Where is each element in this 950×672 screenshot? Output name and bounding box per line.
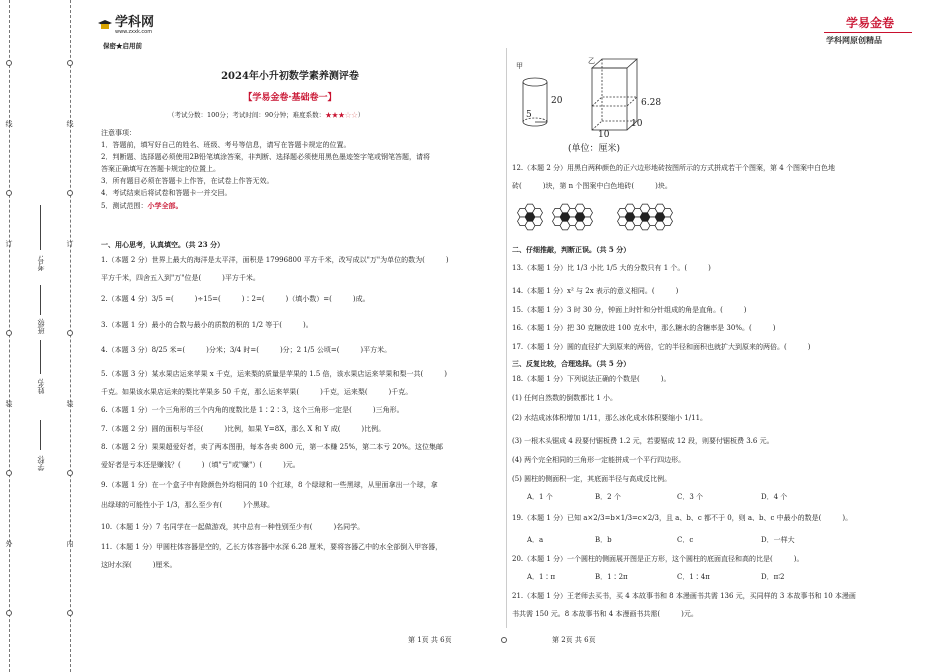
notes-item: 3．所有题目必须在答题卡上作答，在试卷上作答无效。 — [101, 177, 274, 185]
question-14: 14.（本题 1 分）x² 与 2x 表示的意义相同。( ) — [512, 287, 679, 295]
question-5: 5.（本题 3 分）某水果店运来苹果 x 千克，运来梨的质量是苹果的 1.5 倍，该水果店运来苹果和梨一共( ) — [101, 370, 448, 378]
star-empty-icon: ☆ — [344, 111, 352, 119]
question-19-option-d[interactable]: D．一样大 — [761, 536, 795, 544]
question-19: 19.（本题 1 分）已知 a×2/3=b×1/3=c×2/3，且 a、b、c 都不于 0，则 a、b、c 中最小的数是( )。 — [512, 514, 853, 522]
star-empty-icon: ☆ — [351, 111, 358, 119]
question-4: 4.（本题 3 分）8/25 米=( )分米；3/4 时=( )分；2 1/5 公顷=( )平方米。 — [101, 346, 392, 354]
brand-title: 学易金卷 — [846, 16, 895, 30]
logo — [97, 16, 154, 35]
star-filled-icon: ★ — [331, 111, 339, 119]
question-20: 20.（本题 1 分）一个圆柱的侧面展开图是正方形，这个圆柱的底面直径和高的比是( )。 — [512, 555, 804, 563]
question-1-cont: 平方千米，四舍五入到"万"位是( )平方千米。 — [101, 274, 260, 282]
question-15: 15.（本题 1 分）3 时 30 分，钟面上时针和分针组成的角是直角。( ) — [512, 306, 747, 314]
question-20-option-b[interactable]: B．1∶2π — [595, 573, 628, 581]
punch-circle — [6, 330, 12, 336]
question-19-option-b[interactable]: B．b — [595, 536, 612, 544]
question-18-option-b[interactable]: B．2 个 — [595, 493, 621, 501]
question-9: 9.（本题 1 分）在一个盒子中有除颜色外均相同的 10 个红球，8 个绿球和一些黑球，从里面拿出一个球，拿 — [101, 481, 438, 489]
figure-dim-height: 20 — [551, 96, 563, 106]
question-18-option-a[interactable]: A．1 个 — [527, 493, 553, 501]
question-2: 2.（本题 4 分）3/5 =( )÷15=( )∶2=( )（填小数）=( )成。 — [101, 295, 370, 303]
notes-heading: 注意事项： — [101, 129, 136, 137]
exam-title: 2024年小升初数学素养测评卷 — [221, 71, 359, 82]
exam-meta: （考试分数：100分；考试时间：90分钟；难度系数：★★★☆☆） — [168, 111, 365, 119]
question-12: 12.（本题 2 分）用黑白两种颜色的正六边形地砖按图所示的方式拼成若干个图案，第 4 个图案中白色地 — [512, 164, 835, 172]
punch-circle — [67, 470, 73, 476]
inner-mark-3: 装 — [66, 400, 74, 407]
figure-unit: (单位：厘米) — [568, 144, 621, 154]
notes-item: 2．判断题、选择题必须使用2B铅笔填涂答案，非判断、选择题必须使用黑色墨迹签字笔或钢笔答题，请将 — [101, 153, 431, 161]
school-field-line[interactable] — [40, 420, 41, 450]
question-20-option-a[interactable]: A．1∶π — [527, 573, 556, 581]
punch-circle — [67, 190, 73, 196]
question-18-statement: (5) 圆柱的侧面积一定，其底面半径与高成反比例。 — [512, 475, 672, 483]
punch-circle — [67, 610, 73, 616]
question-18-statement: (1) 任何自然数的倒数都比 1 小。 — [512, 394, 618, 402]
question-6: 6.（本题 1 分）一个三角形的三个内角的度数比是 1∶2∶3，这个三角形一定是( )三角形。 — [101, 406, 404, 414]
column-divider — [506, 48, 507, 628]
notes-scope: 5．测试范围：小学全部。 — [101, 201, 183, 210]
hexagon-pattern-figure — [513, 200, 693, 234]
name-field-label: 姓名: — [37, 378, 45, 395]
outer-cut-line — [9, 0, 10, 672]
figure-label-yi: 乙 — [588, 57, 595, 65]
logo-cap-icon — [97, 18, 113, 34]
section-1-heading: 一、用心思考，认真填空。（共 23 分） — [101, 240, 225, 249]
logo-url: www.zxxk.com — [115, 29, 153, 35]
exam-number-field-label: 考号: — [37, 255, 45, 272]
question-17: 17.（本题 1 分）圆的直径扩大到原来的两倍，它的半径和面积也就扩大到原来的两倍。( ) — [512, 343, 811, 351]
figure-dim-water: 6.28 — [641, 98, 662, 108]
figure-dim-radius: 5 — [526, 110, 532, 120]
inner-mark-2: 订 — [66, 240, 74, 247]
question-1: 1.（本题 2 分）世界上最大的海洋是太平洋，面积是 17996800 平方千米，改写成以"万"为单位的数为( ) — [101, 256, 449, 264]
brand-subtitle: 学科网原创精品 — [826, 36, 882, 45]
name-field-line[interactable] — [40, 340, 41, 374]
punch-circle — [6, 190, 12, 196]
secret-label: 保密★启用前 — [103, 42, 142, 50]
difficulty-stars — [325, 111, 358, 119]
question-8: 8.（本题 2 分）果果超爱好者，卖了两本图册，每本各卖 800 元，第一本赚 25%，第二本亏 20%。这位集邮 — [101, 443, 443, 451]
punch-circle — [67, 60, 73, 66]
brand-divider — [824, 32, 912, 33]
question-11-cont: 这时水深( )厘米。 — [101, 561, 177, 569]
notes-item: 答案正确填写在答题卡规定的位置上。 — [101, 165, 220, 173]
exam-number-field-line[interactable] — [40, 205, 41, 250]
question-18: 18.（本题 1 分）下列说法正确的个数是( )。 — [512, 375, 671, 383]
outer-mark-1: 线 — [5, 120, 13, 127]
question-3: 3.（本题 1 分）最小的合数与最小的质数的积的 1/2 等于( )。 — [101, 321, 313, 329]
notes-item: 1．答题前，填写好自己的姓名、班级、考号等信息，请写在答题卡规定的位置。 — [101, 141, 351, 149]
page-number-right: 第 2页 共 6页 — [552, 636, 596, 644]
question-21-cont: 书共需 150 元。8 本故事书和 4 本漫画书共需( )元。 — [512, 610, 698, 618]
punch-circle — [6, 610, 12, 616]
exam-subtitle: 【学易金卷·基础卷一】 — [243, 93, 337, 103]
question-16: 16.（本题 1 分）把 30 克糖放进 100 克水中，那么糖水的含糖率是 30%。( ) — [512, 324, 776, 332]
class-field-label: 班级: — [37, 318, 45, 335]
star-filled-icon: ★ — [325, 111, 332, 119]
school-field-label: 学校: — [37, 455, 45, 472]
punch-circle — [6, 470, 12, 476]
outer-mark-4: 外 — [5, 540, 13, 547]
logo-text: 学科网 — [115, 15, 155, 30]
question-9-cont: 出绿球的可能性小于 1/3，那么至少有( )个黑球。 — [101, 501, 274, 509]
section-2-heading: 二、仔细推敲，判断正误。（共 5 分） — [512, 245, 631, 254]
question-13: 13.（本题 1 分）比 1/3 小比 1/5 大的分数只有 1 个。( ) — [512, 264, 711, 272]
question-20-option-d[interactable]: D．π∶2 — [761, 573, 785, 581]
notes-item: 4．考试结束后将试卷和答题卡一并交回。 — [101, 189, 232, 197]
class-field-line[interactable] — [40, 285, 41, 315]
inner-mark-4: 内 — [66, 540, 74, 547]
outer-mark-2: 订 — [5, 240, 13, 247]
inner-mark-1: 线 — [66, 120, 74, 127]
section-3-heading: 三、反复比较，合理选择。（共 5 分） — [512, 359, 631, 368]
footer-center-mark — [501, 637, 507, 643]
question-21: 21.（本题 1 分）王老师去买书，买 4 本故事书和 8 本漫画书共需 136 元，买同样的 3 本故事书和 10 本漫画 — [512, 592, 856, 600]
inner-cut-line — [70, 0, 71, 672]
question-18-statement: (4) 两个完全相同的三角形一定能拼成一个平行四边形。 — [512, 456, 686, 464]
question-8-cont: 爱好者是亏本还是赚钱？( )（填"亏"或"赚"）( )元。 — [101, 461, 300, 469]
question-11: 11.（本题 1 分）甲圆柱体容器是空的，乙长方体容器中水深 6.28 厘米，要将容器乙中的水全部倒入甲容器， — [101, 543, 443, 551]
star-filled-icon: ★ — [338, 111, 345, 119]
figure-label-jia: 甲 — [516, 62, 523, 70]
outer-mark-3: 装 — [5, 400, 13, 407]
question-7: 7.（本题 2 分）圆的面积与半径( )比例，如果 Y=8X，那么 X 和 Y 成( )比例。 — [101, 425, 386, 433]
question-18-statement: (2) 水结成冰体积增加 1/11，那么冰化成水体积要缩小 1/11。 — [512, 414, 708, 422]
question-12-cont: 砖( )块，第 n 个图案中白色地砖( )块。 — [512, 182, 672, 190]
question-18-option-c[interactable]: C．3 个 — [677, 493, 704, 501]
figure-dim-length: 10 — [598, 130, 610, 140]
question-10: 10.（本题 1 分）7 名同学在一起做游戏，其中总有一种性别至少有( )名同学。 — [101, 523, 365, 531]
question-20-option-c[interactable]: C．1∶4π — [677, 573, 710, 581]
punch-circle — [67, 330, 73, 336]
punch-circle — [6, 60, 12, 66]
question-5-cont: 千克。如果该水果店运来的梨比苹果多 50 千克，那么运来苹果( )千克，运来梨( )千克。 — [101, 388, 413, 396]
page-number-left: 第 1页 共 6页 — [408, 636, 452, 644]
figure-dim-width: 10 — [631, 119, 643, 129]
question-18-option-d[interactable]: D．4 个 — [761, 493, 788, 501]
question-18-statement: (3) 一根木头锯成 4 段要付锯板费 1.2 元，若要锯成 12 段，则要付锯板费 3.6 元。 — [512, 437, 774, 445]
question-19-option-a[interactable]: A．a — [527, 536, 544, 544]
question-19-option-c[interactable]: C．c — [677, 536, 694, 544]
